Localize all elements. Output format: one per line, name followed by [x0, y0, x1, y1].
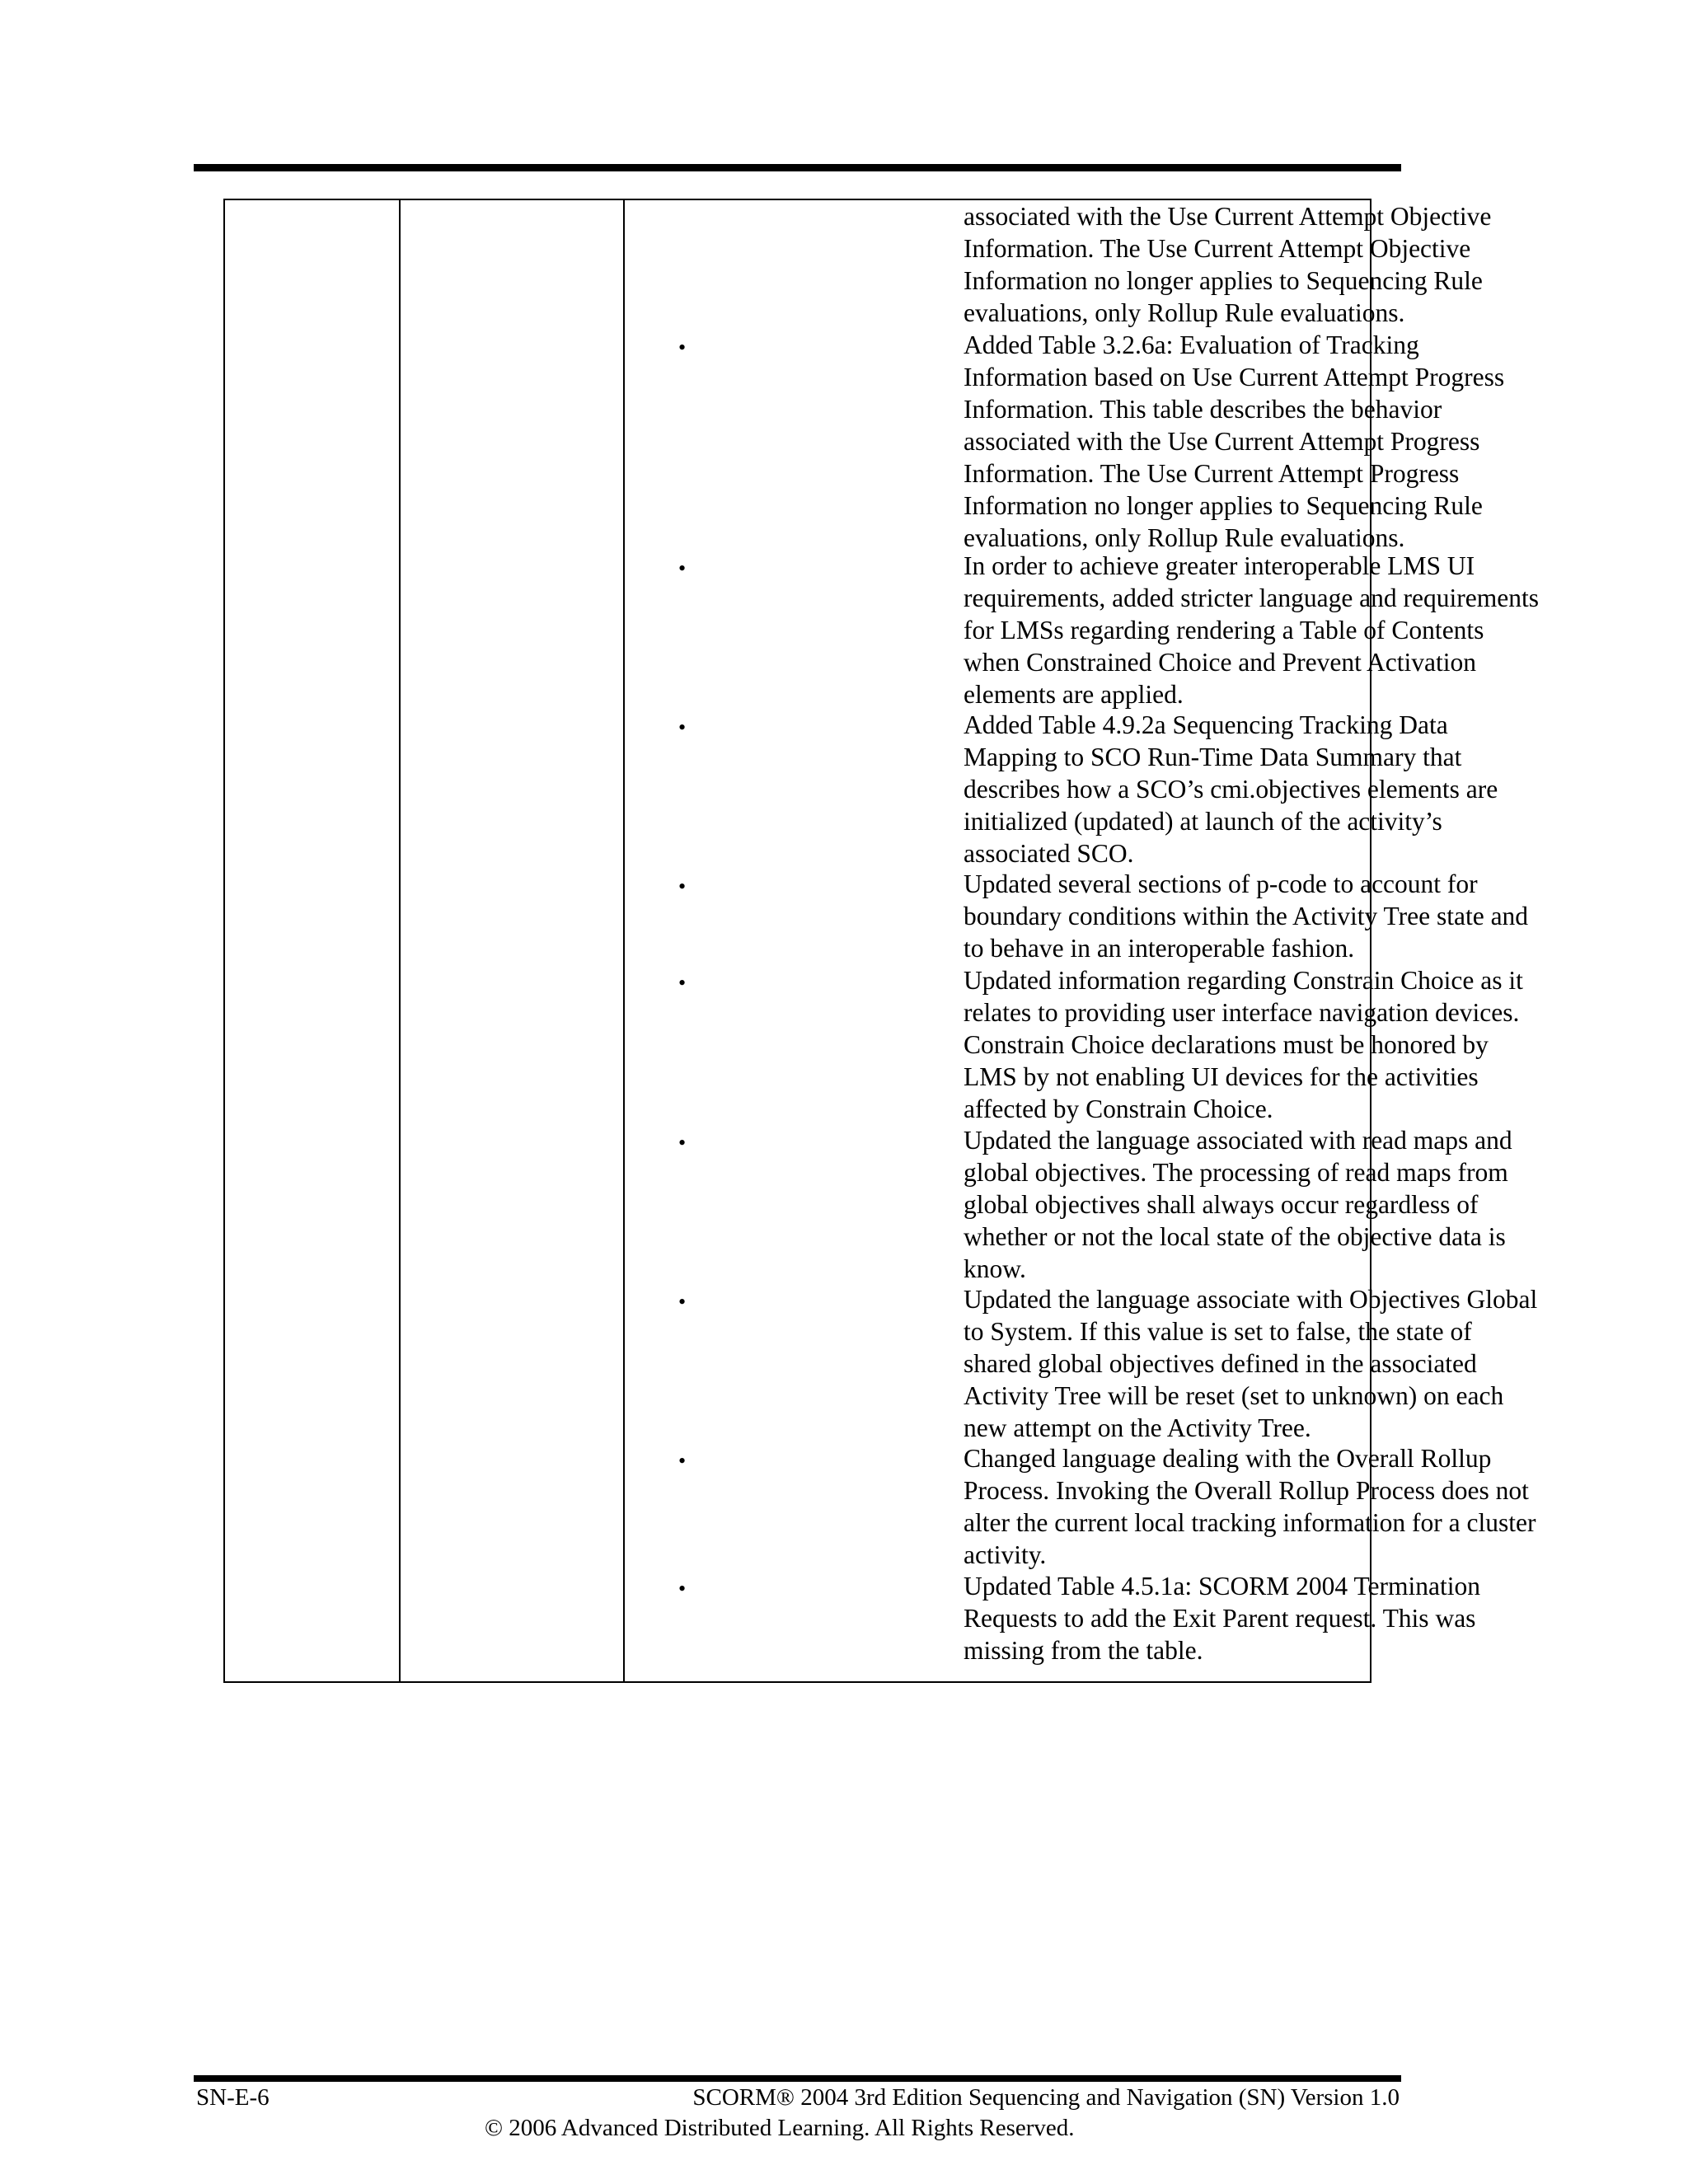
- text-line: describes how a SCO’s cmi.objectives elements are: [964, 775, 1498, 804]
- text-line: evaluations, only Rollup Rule evaluations.: [964, 523, 1405, 552]
- text-line: whether or not the local state of the objective data is: [964, 1222, 1506, 1251]
- list-item-text: [964, 1124, 1512, 1285]
- text-line: associated SCO.: [964, 839, 1134, 868]
- text-line: for LMSs regarding rendering a Table of Contents: [964, 616, 1484, 644]
- bullet-icon: •: [678, 1290, 687, 1314]
- text-line: Process. Invoking the Overall Rollup Process does not: [964, 1476, 1529, 1505]
- page-number: SN-E-6: [196, 2084, 270, 2111]
- text-line: global objectives shall always occur regardless of: [964, 1190, 1479, 1219]
- text-line: In order to achieve greater interoperable LMS UI: [964, 551, 1475, 580]
- list-item-text: [964, 868, 1528, 964]
- text-line: requirements, added stricter language and requirements: [964, 583, 1539, 612]
- text-line: boundary conditions within the Activity Tree state and: [964, 902, 1529, 930]
- text-line: Updated information regarding Constrain Choice as it: [964, 966, 1523, 995]
- text-line: Activity Tree will be reset (set to unknown) on each: [964, 1381, 1504, 1410]
- bullet-icon: •: [678, 556, 687, 580]
- text-line: Requests to add the Exit Parent request. This was: [964, 1604, 1476, 1633]
- text-line: elements are applied.: [964, 680, 1184, 709]
- version-cell: [401, 200, 623, 1681]
- continued-item-text: [964, 200, 1492, 329]
- bullet-icon: •: [678, 971, 687, 995]
- list-item-text: [964, 1442, 1536, 1571]
- bullet-icon: •: [678, 1131, 687, 1155]
- list-item-text: [964, 709, 1498, 869]
- text-line: Information. The Use Current Attempt Objective: [964, 234, 1471, 263]
- header-rule: [194, 164, 1401, 171]
- text-line: Constrain Choice declarations must be honored by: [964, 1030, 1489, 1059]
- list-item-text: [964, 1570, 1480, 1666]
- text-line: Updated Table 4.5.1a: SCORM 2004 Termination: [964, 1572, 1480, 1601]
- text-line: initialized (updated) at launch of the activity’s: [964, 807, 1442, 836]
- text-line: new attempt on the Activity Tree.: [964, 1413, 1311, 1442]
- text-line: activity.: [964, 1540, 1047, 1569]
- document-title: SCORM® 2004 3rd Edition Sequencing and Navigation (SN) Version 1.0: [692, 2084, 1400, 2111]
- text-line: alter the current local tracking information for a cluster: [964, 1508, 1536, 1537]
- bullet-icon: •: [678, 1449, 687, 1473]
- changes-cell: [625, 200, 1539, 1681]
- text-line: global objectives. The processing of read maps from: [964, 1158, 1508, 1187]
- text-line: Updated the language associated with read maps and: [964, 1126, 1512, 1155]
- bullet-icon: •: [678, 874, 687, 898]
- text-line: shared global objectives defined in the associated: [964, 1349, 1477, 1378]
- text-line: Information based on Use Current Attempt Progress: [964, 363, 1505, 391]
- list-item-text: [964, 964, 1523, 1125]
- text-line: Added Table 3.2.6a: Evaluation of Tracking: [964, 330, 1419, 359]
- date-cell: [225, 200, 399, 1681]
- list-item-text: [964, 329, 1504, 554]
- text-line: Updated several sections of p-code to account for: [964, 869, 1478, 898]
- bullet-icon: •: [678, 335, 687, 359]
- text-line: Mapping to SCO Run-Time Data Summary that: [964, 743, 1462, 771]
- text-line: Information. This table describes the behavior: [964, 395, 1442, 424]
- text-line: missing from the table.: [964, 1636, 1203, 1665]
- bullet-icon: •: [678, 1577, 687, 1601]
- text-line: know.: [964, 1254, 1026, 1283]
- text-line: affected by Constrain Choice.: [964, 1094, 1273, 1123]
- list-item-text: [964, 1283, 1537, 1444]
- text-line: relates to providing user interface navigation devices.: [964, 998, 1520, 1027]
- text-line: Added Table 4.9.2a Sequencing Tracking Data: [964, 710, 1448, 739]
- bullet-icon: •: [678, 715, 687, 739]
- text-line: Updated the language associate with Objectives Global: [964, 1285, 1538, 1314]
- footer-rule: [194, 2075, 1401, 2082]
- revision-history-table: [223, 199, 1539, 1683]
- text-line: evaluations, only Rollup Rule evaluations.: [964, 298, 1405, 327]
- text-line: associated with the Use Current Attempt Progress: [964, 427, 1480, 456]
- text-line: to behave in an interoperable fashion.: [964, 934, 1355, 963]
- text-line: Changed language dealing with the Overall Rollup: [964, 1444, 1492, 1473]
- text-line: when Constrained Choice and Prevent Activation: [964, 648, 1476, 677]
- list-item-text: [964, 550, 1539, 710]
- text-line: associated with the Use Current Attempt Objective: [964, 202, 1492, 231]
- text-line: to System. If this value is set to false, the state of: [964, 1317, 1472, 1346]
- text-line: Information no longer applies to Sequencing Rule: [964, 266, 1483, 295]
- copyright-notice: © 2006 Advanced Distributed Learning. All Rights Reserved.: [485, 2115, 1075, 2141]
- text-line: Information no longer applies to Sequencing Rule: [964, 491, 1483, 520]
- text-line: Information. The Use Current Attempt Progress: [964, 459, 1460, 488]
- text-line: LMS by not enabling UI devices for the activities: [964, 1062, 1479, 1091]
